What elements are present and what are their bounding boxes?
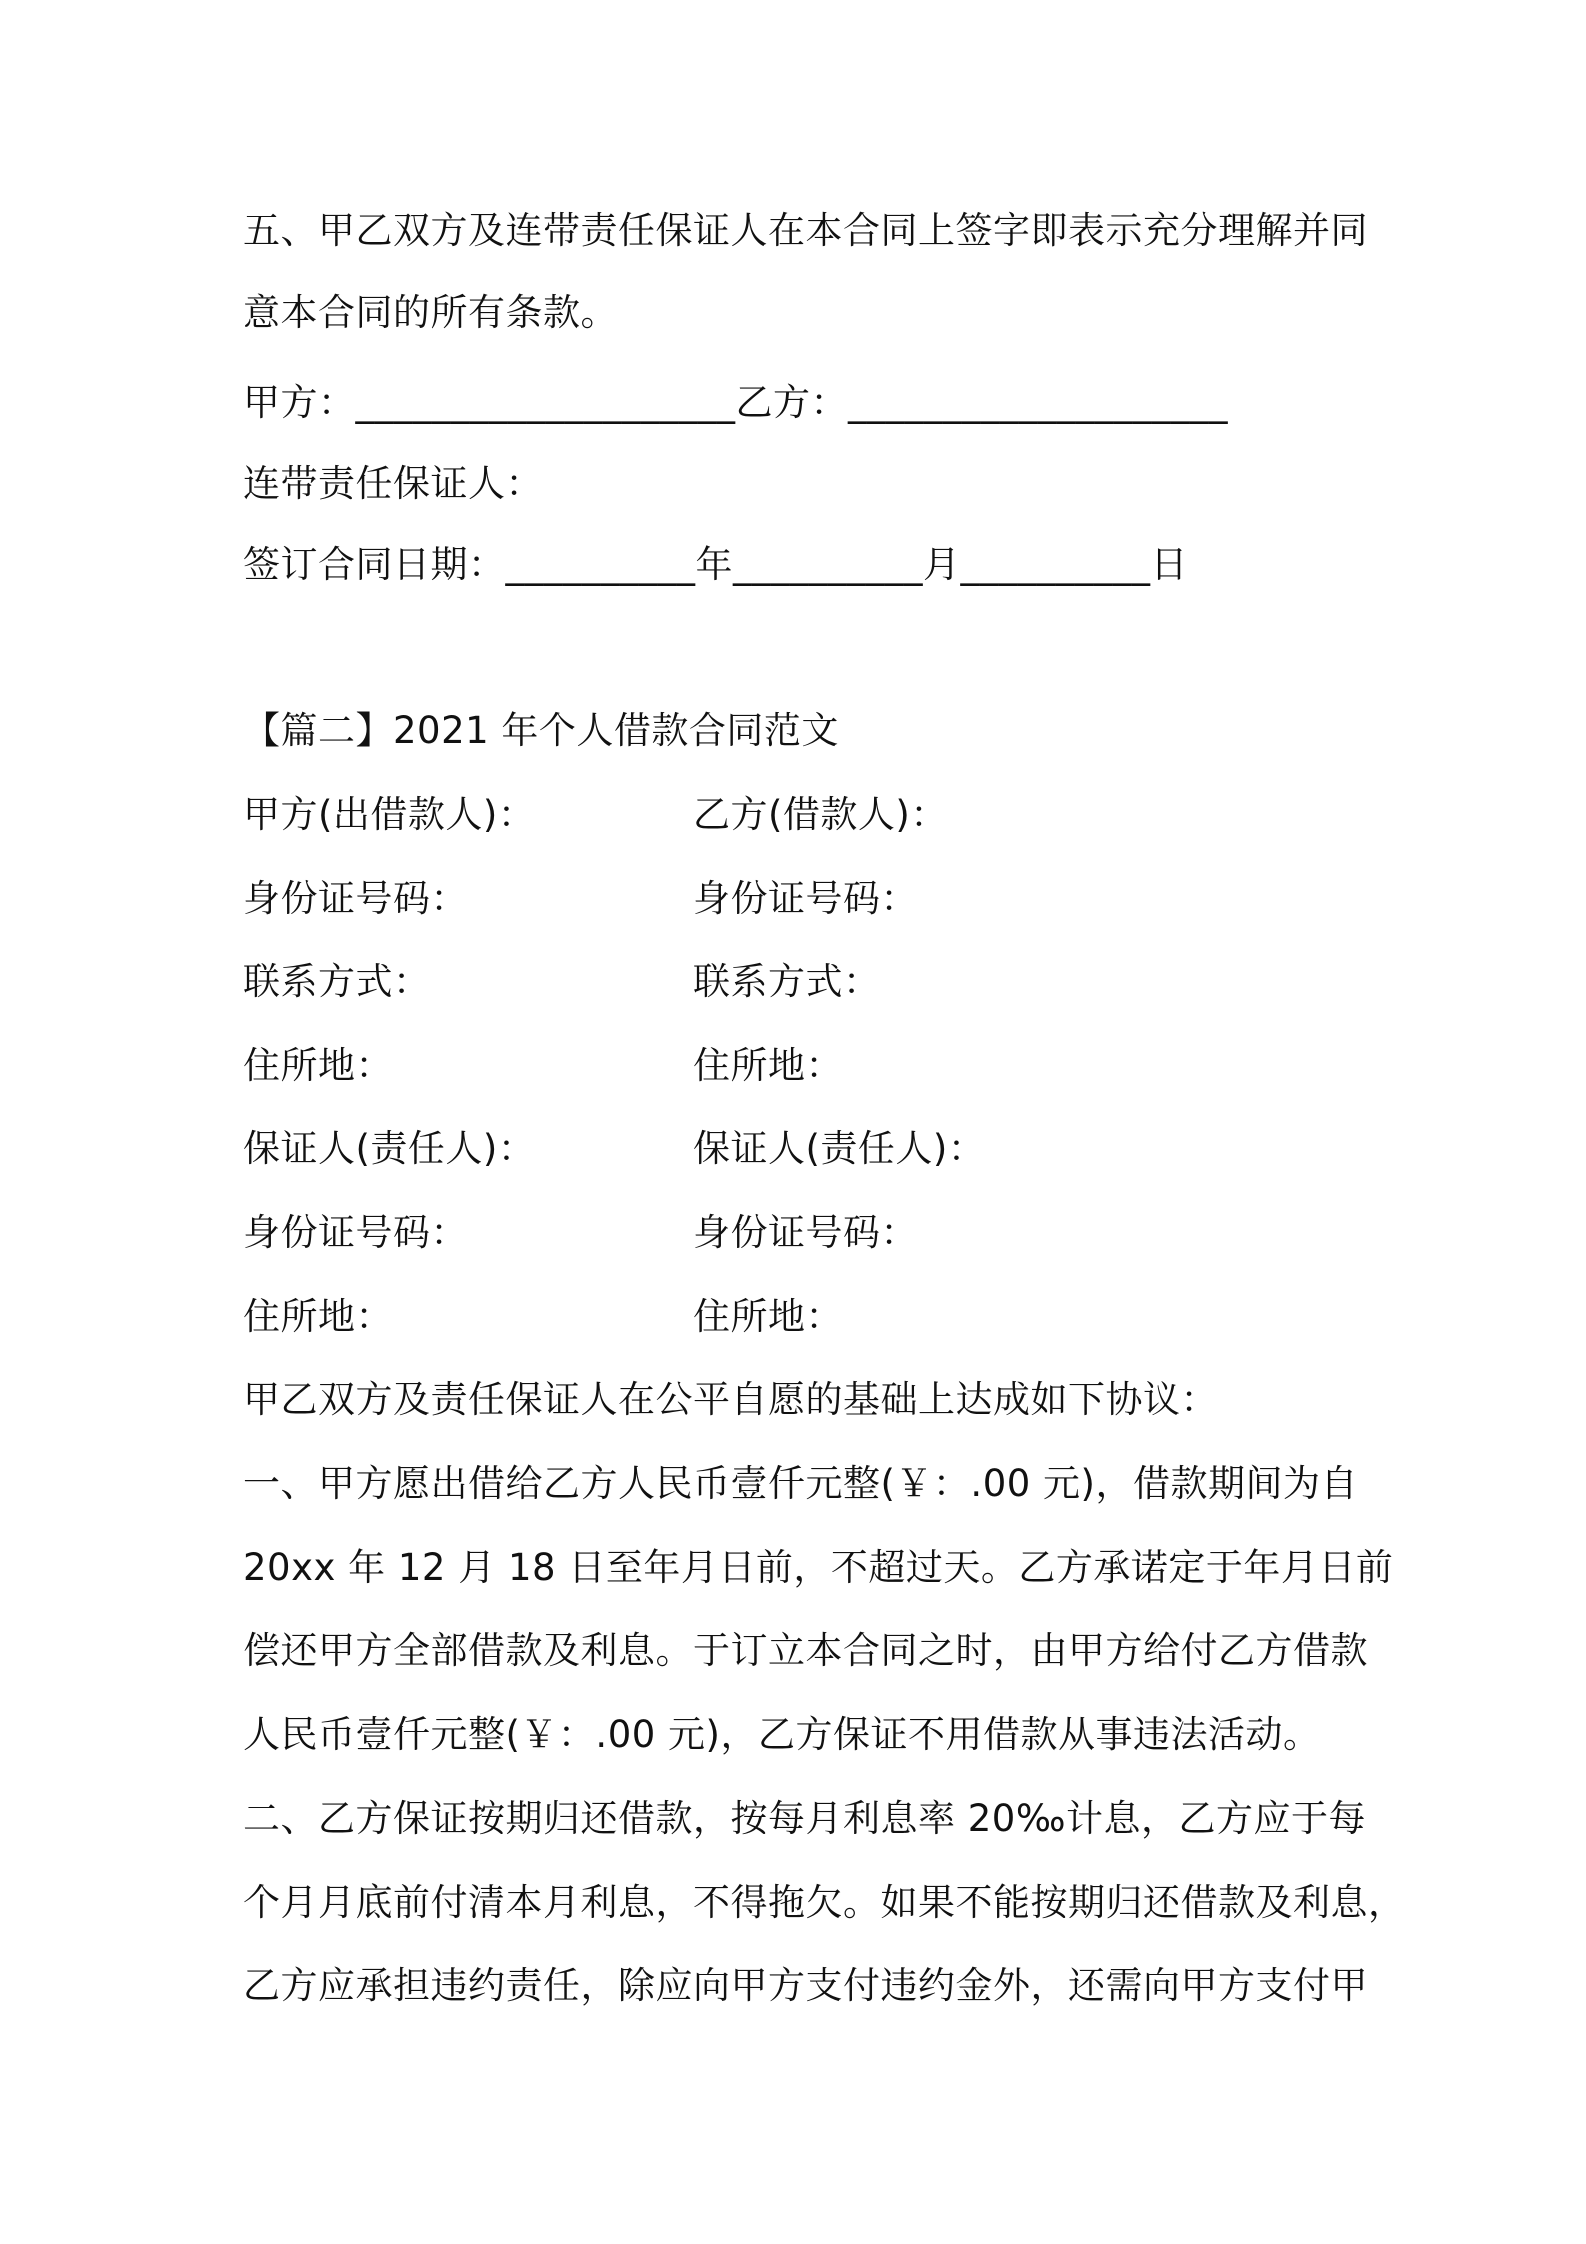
field-row <box>243 960 1343 1003</box>
field-row <box>243 1127 1343 1170</box>
field-label-left: 甲方(出借款人)： <box>243 793 536 836</box>
field-label-left: 保证人(责任人)： <box>243 1127 536 1170</box>
field-row <box>243 1211 1343 1254</box>
field-label-right: 保证人(责任人)： <box>693 1127 986 1170</box>
clause1-line: 20xx 年 12 月 18 日至年月日前，不超过天。乙方承诺定于年月日前 <box>243 1546 1394 1589</box>
clause2-line: 个月月底前付清本月利息，不得拖欠。如果不能按期归还借款及利息， <box>243 1881 1406 1924</box>
field-label-left: 住所地： <box>243 1044 393 1087</box>
field-label-right: 身份证号码： <box>693 1211 918 1254</box>
field-label-left: 身份证号码： <box>243 877 468 920</box>
agreement-intro: 甲乙双方及责任保证人在公平自愿的基础上达成如下协议： <box>243 1378 1218 1421</box>
field-row <box>243 877 1343 920</box>
clause2-line: 乙方应承担违约责任，除应向甲方支付违约金外，还需向甲方支付甲 <box>243 1964 1368 2007</box>
clause1-line: 偿还甲方全部借款及利息。于订立本合同之时，由甲方给付乙方借款 <box>243 1629 1368 1672</box>
signature-line-date: 签订合同日期：__________年__________月__________日 <box>243 543 1188 586</box>
field-row <box>243 1044 1343 1087</box>
field-label-left: 身份证号码： <box>243 1211 468 1254</box>
field-label-left: 联系方式： <box>243 960 431 1003</box>
field-label-right: 住所地： <box>693 1295 843 1338</box>
clause5-line1: 五、甲乙双方及连带责任保证人在本合同上签字即表示充分理解并同 <box>243 209 1368 252</box>
field-label-right: 身份证号码： <box>693 877 918 920</box>
signature-line-guarantor: 连带责任保证人： <box>243 462 543 505</box>
signature-line-parties: 甲方：____________________乙方：____________________ <box>243 381 1228 424</box>
field-label-left: 住所地： <box>243 1295 393 1338</box>
field-label-right: 住所地： <box>693 1044 843 1087</box>
clause5-line2: 意本合同的所有条款。 <box>243 291 618 334</box>
clause1-line: 人民币壹仟元整(￥：.00 元)，乙方保证不用借款从事违法活动。 <box>243 1713 1321 1756</box>
field-row <box>243 1295 1343 1338</box>
clause1-line: 一、甲方愿出借给乙方人民币壹仟元整(￥：.00 元)，借款期间为自 <box>243 1462 1358 1505</box>
clause2-line: 二、乙方保证按期归还借款，按每月利息率 20‰计息，乙方应于每 <box>243 1797 1366 1840</box>
field-row <box>243 793 1343 836</box>
field-label-right: 乙方(借款人)： <box>693 793 948 836</box>
field-label-right: 联系方式： <box>693 960 881 1003</box>
section-title: 【篇二】2021 年个人借款合同范文 <box>243 709 839 752</box>
